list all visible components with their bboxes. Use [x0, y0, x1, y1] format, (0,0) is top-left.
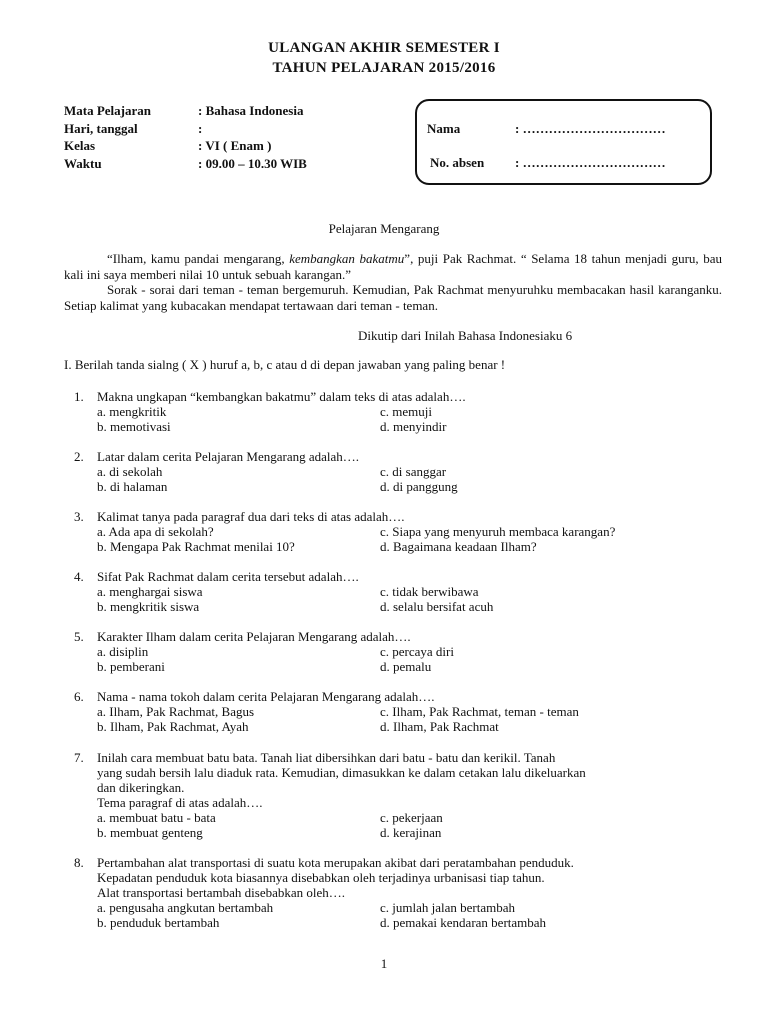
option-d[interactable]: d. Ilham, Pak Rachmat — [380, 719, 499, 734]
question-1 — [74, 389, 734, 434]
option-d[interactable]: d. pemalu — [380, 659, 432, 674]
question-stem: Latar dalam cerita Pelajaran Mengarang adalah…. — [97, 449, 360, 464]
question-stem: Kalimat tanya pada paragraf dua dari teks di atas adalah…. — [97, 509, 405, 524]
student-absen-field[interactable]: : …………………………… — [515, 155, 666, 170]
option-d[interactable]: d. menyindir — [380, 419, 447, 434]
option-b[interactable]: b. membuat genteng — [97, 825, 203, 840]
student-absen-row — [430, 155, 666, 171]
question-5 — [74, 629, 734, 674]
question-number: 7. — [74, 750, 84, 765]
italic-phrase: kembangkan bakatmu — [289, 251, 405, 266]
question-3 — [74, 509, 734, 554]
question-stem-line: Pertambahan alat transportasi di suatu kota merupakan akibat dari peratambahan penduduk. — [97, 855, 574, 870]
option-d[interactable]: d. selalu bersifat acuh — [380, 599, 494, 614]
option-c[interactable]: c. Siapa yang menyuruh membaca karangan? — [380, 524, 616, 539]
option-b[interactable]: b. Mengapa Pak Rachmat menilai 10? — [97, 539, 295, 554]
question-number: 6. — [74, 689, 84, 704]
info-label: Mata Pelajaran — [64, 103, 152, 118]
info-row-time — [64, 155, 398, 173]
option-c[interactable]: c. tidak berwibawa — [380, 584, 479, 599]
question-number: 2. — [74, 449, 84, 464]
reading-source: Dikutip dari Inilah Bahasa Indonesiaku 6 — [358, 328, 573, 343]
passage-paragraph-1: “Ilham, kamu pandai mengarang, kembangkan bakatmu”, puji Pak Rachmat. “ Selama 18 tahun menjadi guru, bau kali ini saya memberi nilai 10 untuk sebuah karangan.” — [64, 251, 722, 282]
option-b[interactable]: b. mengkritik siswa — [97, 599, 200, 614]
option-c[interactable]: c. percaya diri — [380, 644, 454, 659]
question-stem-line: Inilah cara membuat batu bata. Tanah liat dibersihkan dari batu - batu dan kerikil. Tanah — [97, 750, 556, 765]
info-label: Kelas — [64, 138, 96, 153]
option-c[interactable]: c. Ilham, Pak Rachmat, teman - teman — [380, 704, 579, 719]
page-number: 1 — [380, 956, 388, 971]
question-number: 5. — [74, 629, 84, 644]
option-b[interactable]: b. pemberani — [97, 659, 165, 674]
info-value: : — [198, 120, 203, 136]
option-c[interactable]: c. di sanggar — [380, 464, 447, 479]
student-name-row — [427, 121, 666, 137]
question-6 — [74, 689, 734, 734]
question-number: 8. — [74, 855, 84, 870]
info-label: Hari, tanggal — [64, 120, 138, 136]
option-d[interactable]: d. pemakai kendaran bertambah — [380, 915, 547, 930]
option-c[interactable]: c. memuji — [380, 404, 432, 419]
question-stem-line: yang sudah bersih lalu diaduk rata. Kemudian, dimasukkan ke dalam cetakan lalu dikeluarkan — [97, 765, 586, 780]
option-a[interactable]: a. disiplin — [97, 644, 149, 659]
info-value: : Bahasa Indonesia — [198, 103, 304, 118]
question-stem-line: Alat transportasi bertambah disebabkan oleh…. — [97, 885, 346, 900]
reading-heading: Pelajaran Mengarang — [328, 221, 440, 236]
option-b[interactable]: b. di halaman — [97, 479, 168, 494]
question-stem-line: Tema paragraf di atas adalah…. — [97, 795, 263, 810]
option-a[interactable]: a. di sekolah — [97, 464, 163, 479]
exam-title: ULANGAN AKHIR SEMESTER I — [268, 40, 500, 56]
option-d[interactable]: d. Bagaimana keadaan Ilham? — [380, 539, 537, 554]
question-stem-line: Kepadatan penduduk kota biasannya disebabkan oleh terjadinya urbanisasi tiap tahun. — [97, 870, 545, 885]
question-number: 3. — [74, 509, 84, 524]
option-a[interactable]: a. Ada apa di sekolah? — [97, 524, 214, 539]
question-2 — [74, 449, 734, 494]
option-a[interactable]: a. mengkritik — [97, 404, 167, 419]
student-name-field[interactable]: : …………………………… — [515, 121, 666, 136]
question-4 — [74, 569, 734, 614]
option-a[interactable]: a. membuat batu - bata — [97, 810, 216, 825]
passage-paragraph-2: Sorak - sorai dari teman - teman bergemuruh. Kemudian, Pak Rachmat menyuruhku membacakan hasil karanganku. Setiap kalimat yang kubacakan mendapat tertawaan dari teman - teman. — [64, 282, 722, 313]
question-7 — [74, 750, 734, 840]
info-value: : 09.00 – 10.30 WIB — [198, 155, 307, 171]
question-stem: Makna ungkapan “kembangkan bakatmu” dalam teks di atas adalah…. — [97, 389, 466, 404]
option-d[interactable]: d. di panggung — [380, 479, 458, 494]
question-8 — [74, 855, 734, 930]
option-a[interactable]: a. pengusaha angkutan bertambah — [97, 900, 274, 915]
option-a[interactable]: a. menghargai siswa — [97, 584, 203, 599]
question-stem: Sifat Pak Rachmat dalam cerita tersebut adalah…. — [97, 569, 359, 584]
section-instruction: I. Berilah tanda sialng ( X ) huruf a, b, c atau d di depan jawaban yang paling benar ! — [64, 357, 506, 372]
option-d[interactable]: d. kerajinan — [380, 825, 442, 840]
question-number: 1. — [74, 389, 84, 404]
info-row-class — [64, 137, 398, 155]
option-b[interactable]: b. penduduk bertambah — [97, 915, 220, 930]
question-stem: Karakter Ilham dalam cerita Pelajaran Mengarang adalah…. — [97, 629, 411, 644]
exam-info-table — [64, 102, 398, 172]
option-a[interactable]: a. Ilham, Pak Rachmat, Bagus — [97, 704, 255, 719]
option-b[interactable]: b. memotivasi — [97, 419, 171, 434]
option-c[interactable]: c. pekerjaan — [380, 810, 443, 825]
info-label: Waktu — [64, 155, 102, 171]
option-b[interactable]: b. Ilham, Pak Rachmat, Ayah — [97, 719, 249, 734]
exam-year: TAHUN PELAJARAN 2015/2016 — [272, 60, 496, 76]
question-stem: Nama - nama tokoh dalam cerita Pelajaran Mengarang adalah…. — [97, 689, 435, 704]
student-name-label: Nama — [427, 121, 461, 136]
info-row-date — [64, 120, 398, 138]
reading-passage — [64, 251, 722, 313]
student-absen-label: No. absen — [430, 155, 485, 170]
info-row-subject — [64, 102, 398, 120]
option-c[interactable]: c. jumlah jalan bertambah — [380, 900, 516, 915]
question-stem-line: dan dikeringkan. — [97, 780, 185, 795]
student-identity-box — [415, 99, 712, 185]
question-number: 4. — [74, 569, 84, 584]
info-value: : VI ( Enam ) — [198, 138, 272, 153]
